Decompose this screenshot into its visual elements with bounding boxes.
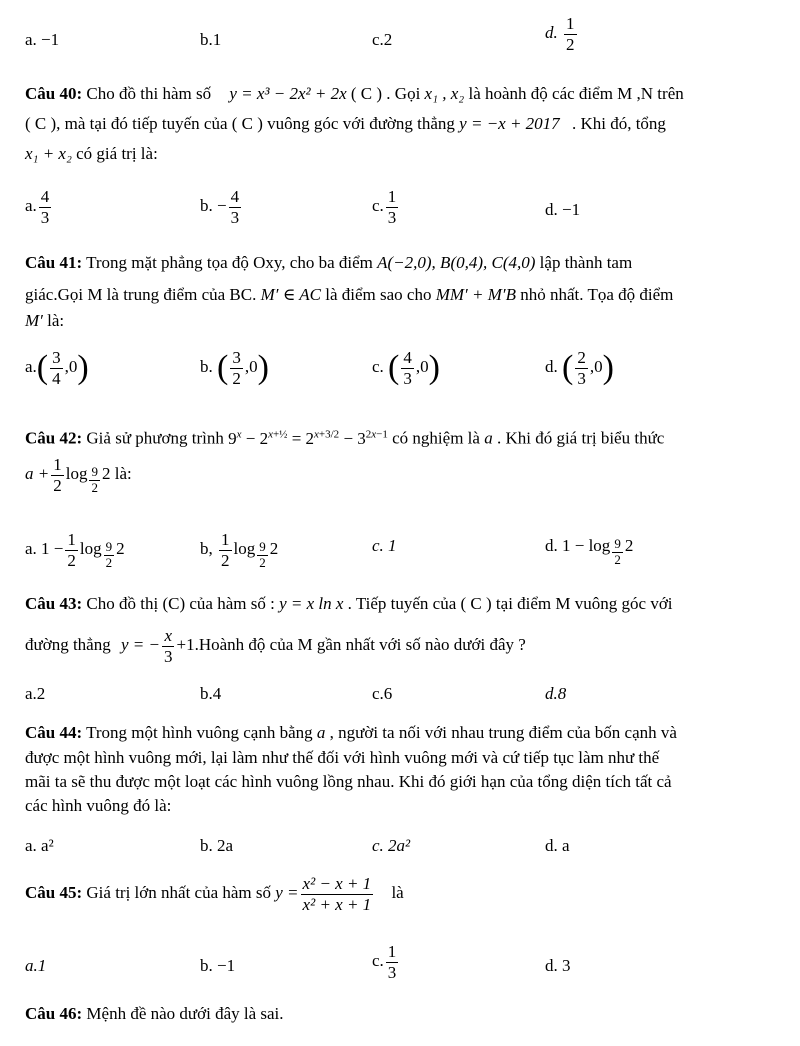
q40-line-equation: y = −x + 2017 — [459, 114, 560, 133]
q40-option-d: d. −1 — [545, 200, 581, 219]
q44-option-a: a. a² — [25, 836, 54, 855]
q45-option-d: d. 3 — [545, 956, 571, 975]
q43-option-b: b.4 — [200, 684, 222, 703]
q41-points: A(−2,0), B(0,4), C(4,0) — [377, 253, 536, 272]
q45-option-a: a.1 — [25, 956, 47, 975]
q40-option-a: a. $\frac{4}{3}$ — [25, 187, 50, 227]
q45-label: Câu 45: — [25, 882, 83, 902]
q41-option-a: a.( $\frac{3}{4}$ ,0) — [25, 348, 89, 388]
q44-line1: Câu 44: Trong một hình vuông cạnh bằng a , người ta nối với nhau trung điểm của bốn cạnh và — [25, 723, 677, 742]
q44-label: Câu 44: — [25, 723, 83, 742]
q46-line1: Câu 46: Mệnh đề nào dưới đây là sai. — [25, 1004, 284, 1023]
q41-option-b: b. ( $\frac{3}{2}$ ,0) — [200, 348, 269, 388]
q46-label: Câu 46: — [25, 1004, 83, 1023]
q44-option-d: d. a — [545, 836, 570, 855]
q42-line2: a + $\frac{1}{2}$ log $_{\frac{9}{2}}$ 2 là: — [25, 455, 132, 496]
q40-line1: Câu 40: Cho đồ thi hàm số y = x³ − 2x² + 2x ( C ) . Gọi x₁ , x₂ là hoành độ các điểm M ,N trên — [25, 84, 684, 103]
q42-label: Câu 42: — [25, 428, 83, 448]
q40-line2: ( C ), mà tại đó tiếp tuyến của ( C ) vuông góc với đường thẳng y = −x + 2017 . Khi đó, tổng — [25, 114, 666, 133]
q39-option-c: c.2 — [372, 30, 393, 49]
q42-option-d: d. 1 − log $_{\frac{9}{2}}$ 2 — [545, 536, 634, 568]
q43-line1: Câu 43: Cho đồ thị (C) của hàm số : y = x ln x . Tiếp tuyến của ( C ) tại điểm M vuông góc với — [25, 594, 673, 613]
q45-line1: Câu 45: Giá trị lớn nhất của hàm số y = $\frac{\text{x² − x + 1}}{\text{x² + x + 1}}$ là — [25, 874, 404, 914]
q42-option-b: b, $\frac{1}{2}$ log $_{\frac{9}{2}}$ 2 — [200, 530, 279, 571]
q43-function: y = x ln x — [279, 594, 344, 613]
q43-label: Câu 43: — [25, 594, 83, 613]
q40-function: y = x³ − 2x² + 2x — [229, 84, 347, 103]
q44-line2: được một hình vuông mới, lại làm như thế đối với hình vuông mới và cứ tiếp tục làm như thế — [25, 748, 660, 767]
q40-option-b: b. − $\frac{4}{3}$ — [200, 187, 240, 227]
q41-line3: M′ là: — [25, 311, 65, 330]
q43-option-a: a.2 — [25, 684, 46, 703]
q43-option-c: c.6 — [372, 684, 393, 703]
q42-option-a: a. 1 − $\frac{1}{2}$ log $_{\frac{9}{2}}$ 2 — [25, 530, 125, 571]
q42-equation: $9^x - 2^{x+\frac{1}{2}} = 2^{x+3/2} - 3^{2x-1}$ — [228, 428, 388, 448]
q39-option-d: d. $\frac{1}{2}$ — [545, 14, 575, 54]
q41-label: Câu 41: — [25, 253, 83, 272]
q39-option-a: a. −1 — [25, 30, 60, 49]
q41-line1: Câu 41: Trong mặt phẳng tọa độ Oxy, cho ba điểm A(−2,0), B(0,4), C(4,0) lập thành tam — [25, 253, 633, 272]
q41-option-c: c. ( $\frac{4}{3}$ ,0) — [372, 348, 440, 388]
q44-option-c: c. 2a² — [372, 836, 411, 855]
q44-option-b: b. 2a — [200, 836, 234, 855]
q42-option-c: c. 1 — [372, 536, 397, 555]
q40-line3: x₁ + x₂ có giá trị là: — [25, 144, 158, 163]
q41-option-d: d. ( $\frac{2}{3}$ ,0) — [545, 348, 614, 388]
q40-label: Câu 40: — [25, 84, 83, 103]
q45-option-b: b. −1 — [200, 956, 236, 975]
q44-line3: mãi ta sẽ thu được một loạt các hình vuông lồng nhau. Khi đó giới hạn của tổng diện tích tất cả — [25, 772, 672, 791]
q43-line2: đường thẳng y = − $\frac{x}{3}$ +1.Hoành độ của M gần nhất với số nào dưới đây ? — [25, 626, 526, 666]
q45-option-c: c. $\frac{1}{3}$ — [372, 942, 397, 982]
q42-line1: Câu 42: Giả sử phương trình $9^x - 2^{x+\frac{1}{2}} = 2^{x+3/2} - 3^{2x-1}$ có nghiệm là a . Khi đó giá trị biểu thức — [25, 428, 665, 448]
q39-option-b: b.1 — [200, 30, 222, 49]
q41-line2: giác.Gọi M là trung điểm của BC. M′ ∈ AC là điểm sao cho MM′ + M′B nhỏ nhất. Tọa độ điểm — [25, 285, 674, 304]
q44-line4: các hình vuông đó là: — [25, 796, 172, 815]
q43-option-d: d.8 — [545, 684, 567, 703]
q45-function-fraction: $\frac{\text{x² − x + 1}}{\text{x² + x + 1}}$ — [302, 874, 372, 914]
q39-d-fraction: $\frac{1}{2}$ — [566, 14, 575, 54]
q40-option-c: c. $\frac{1}{3}$ — [372, 187, 397, 227]
